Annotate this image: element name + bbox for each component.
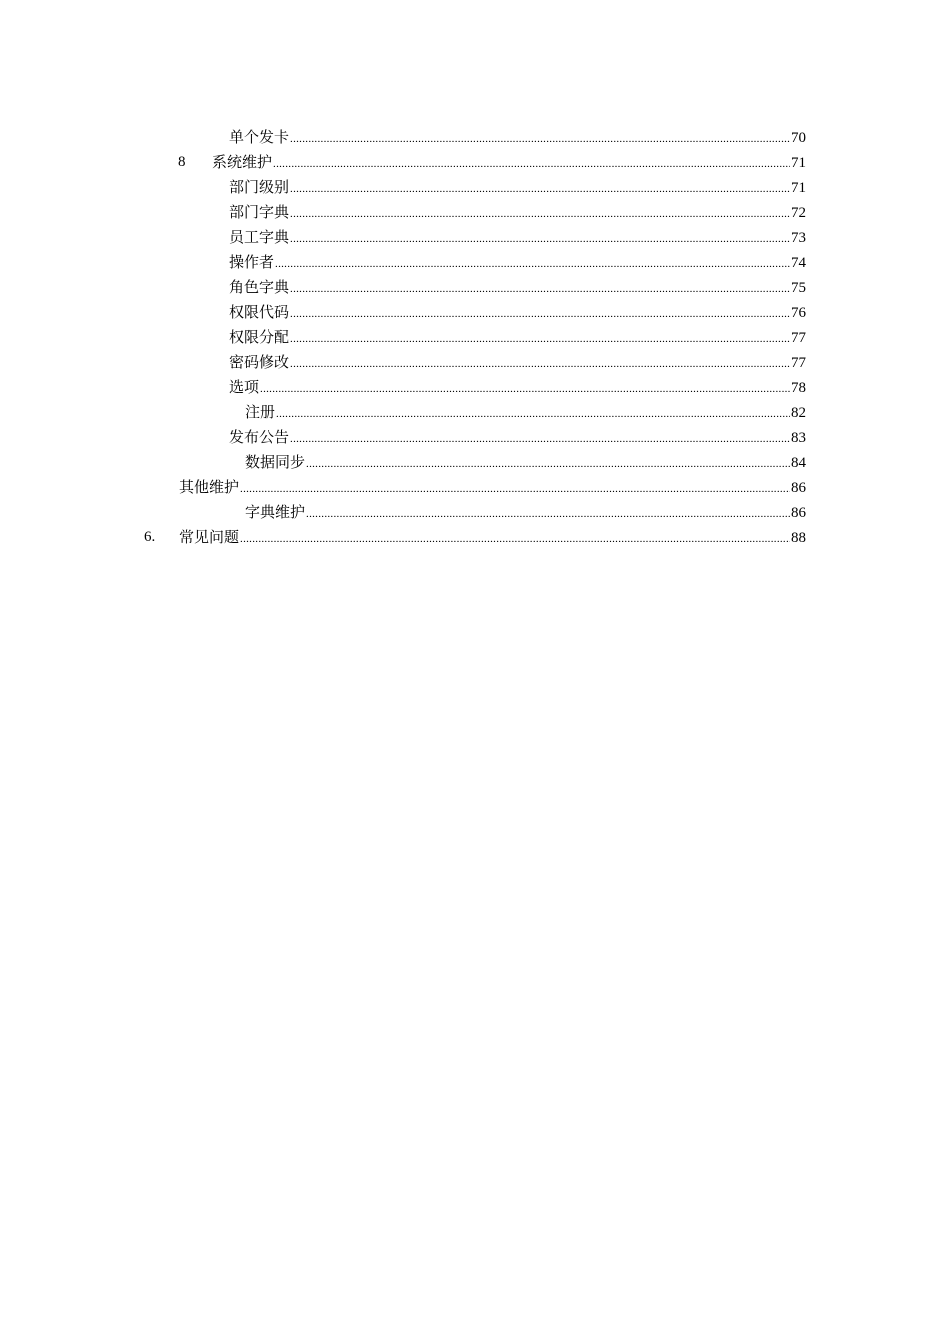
table-of-contents (0, 125, 950, 550)
toc-dot-leader (276, 402, 790, 427)
toc-entry-title: 发布公告 (229, 428, 290, 446)
toc-entry[interactable] (0, 400, 950, 425)
toc-entry[interactable] (0, 450, 950, 475)
toc-page-number: 86 (791, 480, 806, 496)
toc-dot-leader (240, 527, 790, 552)
toc-entry-title: 其他维护 (179, 478, 240, 496)
toc-dot-leader (260, 377, 790, 402)
toc-dot-leader (240, 477, 790, 502)
toc-entry[interactable] (0, 425, 950, 450)
toc-dot-leader (306, 502, 790, 527)
toc-entry[interactable] (0, 325, 950, 350)
toc-page-number: 71 (791, 180, 806, 196)
toc-page-number: 84 (791, 455, 806, 471)
toc-page-number: 82 (791, 405, 806, 421)
toc-entry-title: 操作者 (229, 253, 275, 271)
toc-entry-title: 密码修改 (229, 353, 290, 371)
toc-page-number: 70 (791, 130, 806, 146)
toc-entry-title: 角色字典 (229, 278, 290, 296)
toc-entry[interactable] (0, 275, 950, 300)
toc-entry-title: 部门级别 (229, 178, 290, 196)
toc-entry[interactable] (0, 125, 950, 150)
toc-entry[interactable] (0, 250, 950, 275)
toc-entry-title: 注册 (245, 403, 276, 421)
toc-dot-leader (306, 452, 790, 477)
toc-entry[interactable] (0, 500, 950, 525)
toc-dot-leader (290, 202, 790, 227)
toc-entry-title: 部门字典 (229, 203, 290, 221)
toc-page-number: 88 (791, 530, 806, 546)
toc-entry-title: 单个发卡 (229, 128, 290, 146)
toc-entry[interactable] (0, 475, 950, 500)
toc-page-number: 77 (791, 330, 806, 346)
toc-entry[interactable] (0, 200, 950, 225)
toc-entry-title: 系统维护 (212, 153, 273, 171)
toc-entry-title: 员工字典 (229, 228, 290, 246)
toc-entry[interactable] (0, 150, 950, 175)
toc-dot-leader (290, 427, 790, 452)
toc-page-number: 75 (791, 280, 806, 296)
toc-page-number: 86 (791, 505, 806, 521)
toc-entry[interactable] (0, 175, 950, 200)
toc-dot-leader (290, 302, 790, 327)
toc-dot-leader (290, 327, 790, 352)
toc-page-number: 76 (791, 305, 806, 321)
toc-dot-leader (290, 277, 790, 302)
toc-dot-leader (290, 352, 790, 377)
toc-page-number: 77 (791, 355, 806, 371)
toc-page-number: 71 (791, 155, 806, 171)
toc-section-number: 8 (178, 154, 186, 170)
toc-page-number: 83 (791, 430, 806, 446)
toc-dot-leader (273, 152, 790, 177)
toc-entry-title: 权限分配 (229, 328, 290, 346)
toc-page-number: 74 (791, 255, 806, 271)
toc-dot-leader (290, 127, 790, 152)
toc-dot-leader (275, 252, 790, 277)
toc-entry-title: 数据同步 (245, 453, 306, 471)
toc-entry[interactable] (0, 300, 950, 325)
toc-entry-title: 选项 (229, 378, 260, 396)
toc-entry[interactable] (0, 225, 950, 250)
toc-page-number: 72 (791, 205, 806, 221)
toc-dot-leader (290, 177, 790, 202)
toc-entry-title: 权限代码 (229, 303, 290, 321)
toc-dot-leader (290, 227, 790, 252)
toc-page-number: 78 (791, 380, 806, 396)
toc-entry-title: 常见问题 (179, 528, 240, 546)
toc-entry[interactable] (0, 375, 950, 400)
toc-entry[interactable] (0, 525, 950, 550)
toc-entry-title: 字典维护 (245, 503, 306, 521)
toc-entry[interactable] (0, 350, 950, 375)
toc-page-number: 73 (791, 230, 806, 246)
toc-section-number: 6. (144, 529, 156, 545)
